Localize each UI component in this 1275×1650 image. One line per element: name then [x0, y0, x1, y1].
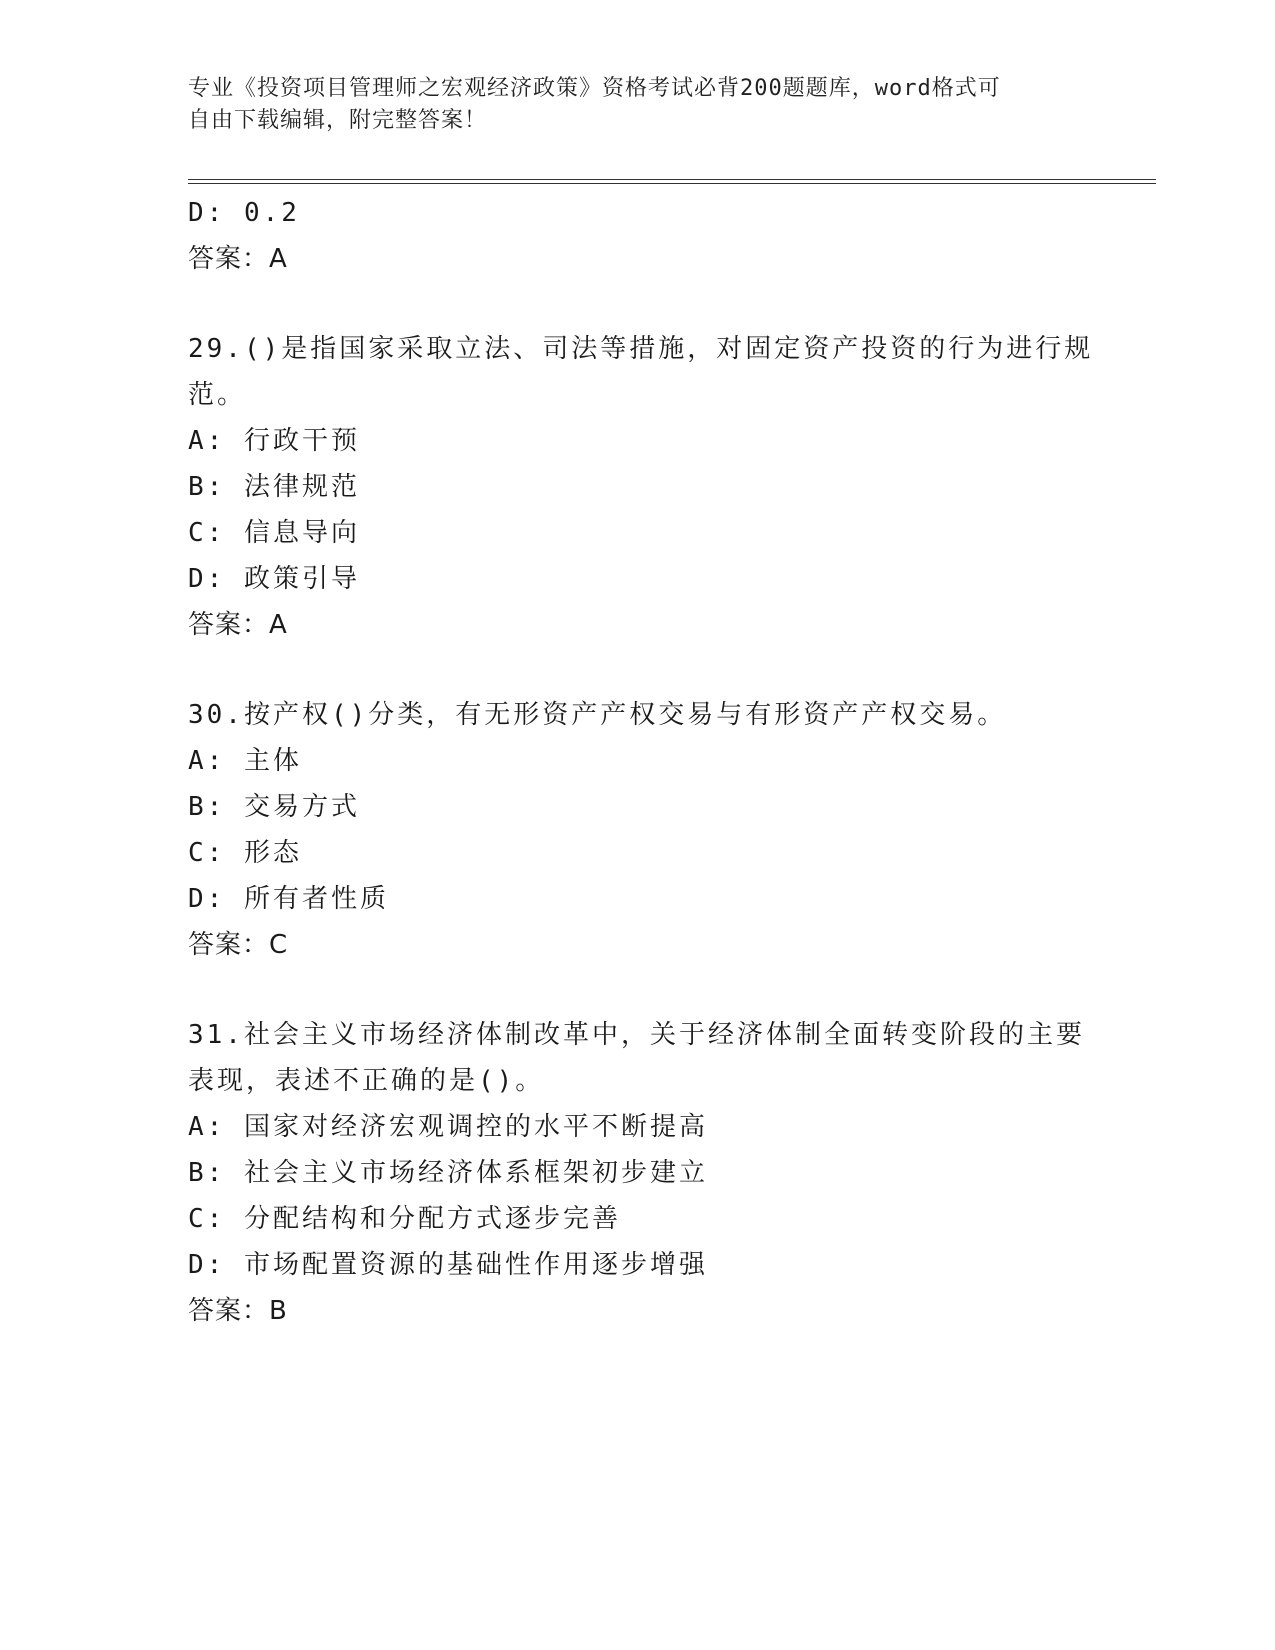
option-a: A: 主体 — [188, 746, 302, 776]
prev-option-d: D: 0.2 — [188, 198, 300, 228]
question-stem: 29.()是指国家采取立法、司法等措施，对固定资产投资的行为进行规 — [188, 334, 1094, 364]
option-d: D: 所有者性质 — [188, 884, 389, 914]
option-c: C: 信息导向 — [188, 518, 360, 548]
answer: 答案：A — [188, 610, 288, 640]
question-stem: 31.社会主义市场经济体制改革中，关于经济体制全面转变阶段的主要 — [188, 1020, 1085, 1050]
question-29 — [188, 326, 1094, 648]
question-30 — [188, 692, 1088, 968]
option-c: C: 形态 — [188, 838, 302, 868]
header-divider-bottom — [188, 183, 1156, 184]
option-b: B: 交易方式 — [188, 792, 360, 822]
question-stem: 30.按产权()分类，有无形资产产权交易与有形资产产权交易。 — [188, 700, 1007, 730]
option-a: A: 国家对经济宏观调控的水平不断提高 — [188, 1112, 708, 1142]
prev-answer: 答案：A — [188, 244, 288, 274]
option-c: C: 分配结构和分配方式逐步完善 — [188, 1204, 621, 1234]
answer: 答案：C — [188, 930, 289, 960]
question-31 — [188, 1012, 1088, 1334]
question-list — [188, 190, 1094, 1334]
option-b: B: 社会主义市场经济体系框架初步建立 — [188, 1158, 708, 1188]
option-a: A: 行政干预 — [188, 426, 360, 456]
question-stem-cont: 表现，表述不正确的是()。 — [188, 1066, 545, 1096]
option-b: B: 法律规范 — [188, 472, 360, 502]
header-line-1: 专业《投资项目管理师之宏观经济政策》资格考试必背200题题库，word格式可 — [188, 76, 1001, 101]
document-header — [188, 73, 1068, 137]
header-line-2: 自由下载编辑，附完整答案！ — [188, 108, 488, 133]
question-stem-cont: 范。 — [188, 380, 247, 410]
option-d: D: 政策引导 — [188, 564, 360, 594]
answer: 答案：B — [188, 1296, 288, 1326]
option-d: D: 市场配置资源的基础性作用逐步增强 — [188, 1250, 708, 1280]
header-divider-top — [188, 179, 1156, 180]
